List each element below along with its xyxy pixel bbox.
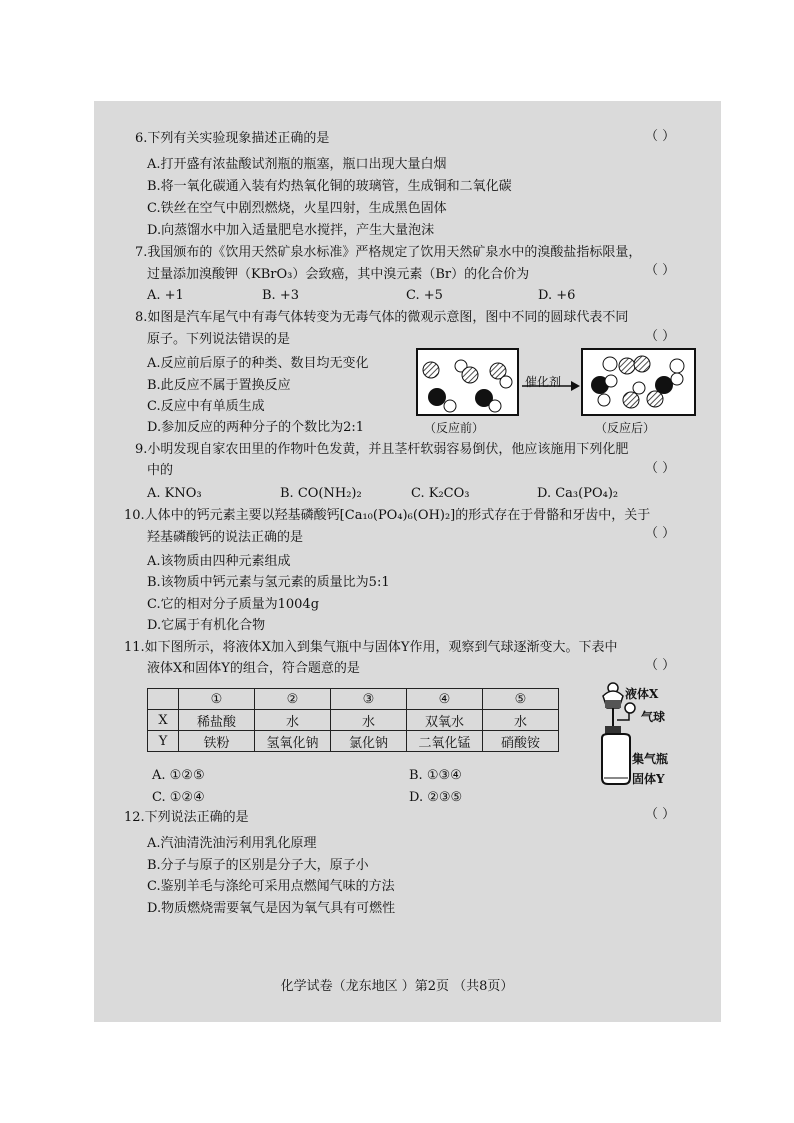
table-row — [148, 731, 559, 752]
q6-option-a: A.打开盛有浓盐酸试剂瓶的瓶塞，瓶口出现大量白烟 — [147, 157, 447, 172]
table-row — [148, 689, 559, 710]
q6-option-c: C.铁丝在空气中剧烈燃烧，火星四射，生成黑色固体 — [147, 201, 447, 216]
table-cell: 氢氧化钠 — [255, 731, 331, 752]
q12-option-c: C.鉴别羊毛与涤纶可采用点燃闻气味的方法 — [147, 879, 395, 894]
q7-option-d: D. +6 — [538, 288, 576, 303]
q9-option-a: A. KNO₃ — [147, 486, 202, 501]
q9-option-c: C. K₂CO₃ — [411, 486, 470, 501]
q6-option-b: B.将一氧化碳通入装有灼热氧化铜的玻璃管，生成铜和二氧化碳 — [147, 179, 512, 194]
table-cell: 二氧化锰 — [407, 731, 483, 752]
q8-option-c: C.反应中有单质生成 — [147, 399, 265, 414]
q12-option-d: D.物质燃烧需要氧气是因为氧气具有可燃性 — [147, 901, 396, 916]
balloon-label: 气球 — [641, 710, 666, 724]
q9-stem-line1: 9.小明发现自家农田里的作物叶色发黄，并且茎杆软弱容易倒伏，他应该施用下列化肥 — [135, 442, 629, 457]
q11-option-a: A. ①②⑤ — [152, 768, 205, 783]
table-row — [148, 710, 559, 731]
table-cell: X — [148, 710, 179, 731]
bottle-label: 集气瓶 — [632, 752, 669, 766]
q7-stem-line1: 7.我国颁布的《饮用天然矿泉水标准》严格规定了饮用天然矿泉水中的溴酸盐指标限量， — [135, 245, 642, 260]
liquid-x-label: 液体X — [625, 687, 659, 701]
q6-stem: 6.下列有关实验现象描述正确的是 — [135, 131, 330, 146]
table-cell: 硝酸铵 — [483, 731, 559, 752]
table-cell: 铁粉 — [179, 731, 255, 752]
q6-answer-bracket: （ ） — [645, 129, 676, 144]
q11-option-d: D. ②③⑤ — [409, 790, 463, 805]
table-cell: 水 — [331, 710, 407, 731]
table-cell: ③ — [331, 689, 407, 710]
table-cell: 水 — [255, 710, 331, 731]
q11-option-c: C. ①②④ — [152, 790, 205, 805]
solid-y-label: 固体Y — [632, 772, 665, 786]
q8-option-d: D.参加反应的两种分子的个数比为2:1 — [147, 420, 365, 435]
q8-answer-bracket: （ ） — [645, 329, 676, 344]
q10-option-c: C.它的相对分子质量为1004g — [147, 597, 320, 612]
q10-stem-line1: 10.人体中的钙元素主要以羟基磷酸钙[Ca₁₀(PO₄)₆(OH)₂]的形式存在于骨骼和牙齿中，关于 — [124, 508, 651, 523]
q7-option-b: B. +3 — [262, 288, 299, 303]
table-cell: ② — [255, 689, 331, 710]
q12-stem: 12.下列说法正确的是 — [124, 810, 249, 825]
q11-stem-line1: 11.如下图所示，将液体X加入到集气瓶中与固体Y作用，观察到气球逐渐变大。下表中 — [124, 640, 618, 655]
q12-option-a: A.汽油清洗油污利用乳化原理 — [147, 836, 317, 851]
q9-option-d: D. Ca₃(PO₄)₂ — [537, 486, 619, 501]
q7-stem-line2: 过量添加溴酸钾（KBrO₃）会致癌，其中溴元素（Br）的化合价为 — [147, 267, 530, 282]
q10-option-d: D.它属于有机化合物 — [147, 618, 266, 633]
table-cell: ④ — [407, 689, 483, 710]
table-cell: ① — [179, 689, 255, 710]
q12-answer-bracket: （ ） — [645, 807, 676, 822]
q12-option-b: B.分子与原子的区别是分子大，原子小 — [147, 858, 369, 873]
q11-stem-line2: 液体X和固体Y的组合，符合题意的是 — [147, 661, 360, 676]
q10-option-a: A.该物质由四种元素组成 — [147, 554, 291, 569]
q8-option-a: A.反应前后原子的种类、数目均无变化 — [147, 356, 369, 371]
catalyst-label: 催化剂 — [525, 375, 562, 389]
table-cell: 水 — [483, 710, 559, 731]
q9-answer-bracket: （ ） — [645, 461, 676, 476]
q10-answer-bracket: （ ） — [645, 526, 676, 541]
q10-option-b: B.该物质中钙元素与氢元素的质量比为5:1 — [147, 575, 390, 590]
q11-option-b: B. ①③④ — [409, 768, 462, 783]
q9-stem-line2: 中的 — [147, 463, 174, 478]
q7-option-a: A. +1 — [147, 288, 184, 303]
table-cell — [148, 689, 179, 710]
after-label: （反应后） — [595, 421, 656, 435]
table-cell: ⑤ — [483, 689, 559, 710]
table-cell: Y — [148, 731, 179, 752]
table-cell: 稀盐酸 — [179, 710, 255, 731]
q6-option-d: D.向蒸馏水中加入适量肥皂水搅拌，产生大量泡沫 — [147, 223, 435, 238]
q8-stem-line1: 8.如图是汽车尾气中有毒气体转变为无毒气体的微观示意图，图中不同的圆球代表不同 — [135, 310, 629, 325]
q10-stem-line2: 羟基磷酸钙的说法正确的是 — [147, 530, 304, 545]
page-footer: 化学试卷（龙东地区 ）第2页 （共8页） — [280, 979, 514, 994]
table-cell: 氯化钠 — [331, 731, 407, 752]
q11-answer-bracket: （ ） — [645, 658, 676, 673]
q7-answer-bracket: （ ） — [645, 263, 676, 278]
q8-stem-line2: 原子。下列说法错误的是 — [147, 332, 291, 347]
q11-table — [147, 688, 559, 752]
q8-option-b: B.此反应不属于置换反应 — [147, 378, 291, 393]
q9-option-b: B. CO(NH₂)₂ — [280, 486, 362, 501]
before-label: （反应前） — [424, 421, 485, 435]
q7-option-c: C. +5 — [406, 288, 443, 303]
table-cell: 双氧水 — [407, 710, 483, 731]
